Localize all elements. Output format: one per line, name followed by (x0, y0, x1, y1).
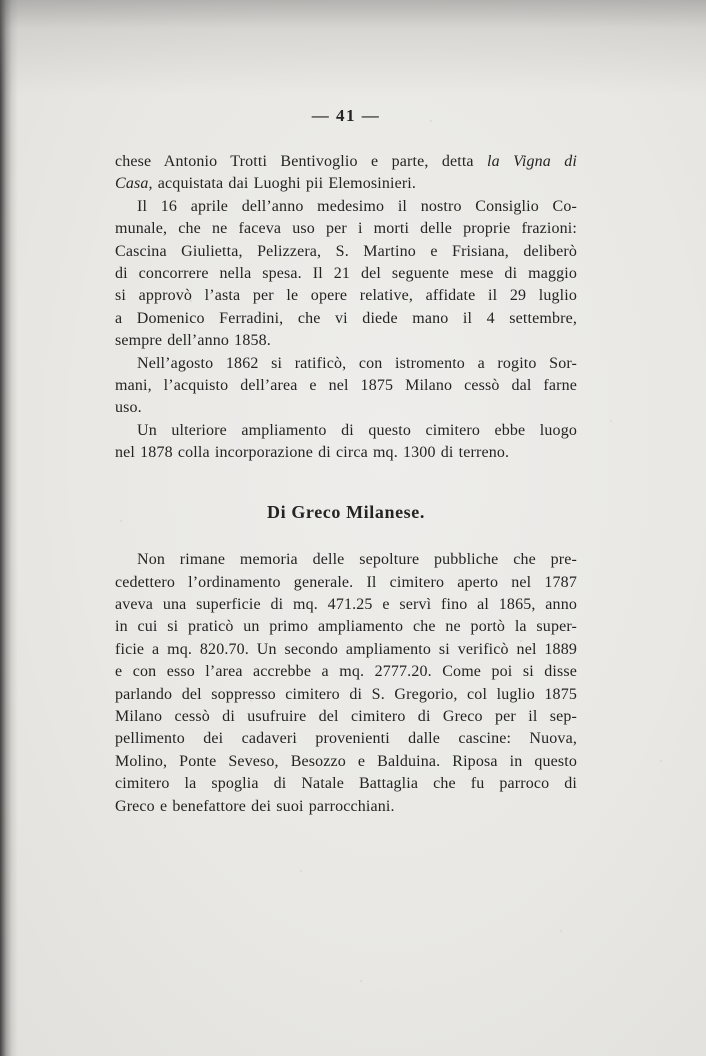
text-body (115, 151, 577, 818)
text-line (115, 308, 577, 330)
text-line (115, 330, 577, 352)
text-line (115, 572, 577, 594)
text-line (115, 420, 577, 442)
text-line (115, 796, 577, 818)
text-run: Un ulteriore ampliamento di questo cimitero ebbe luogo (137, 421, 577, 439)
text-run: Milano cessò di usufruire del cimitero di Greco per il sep- (115, 707, 577, 725)
text-run: cedettero l’ordinamento generale. Il cimitero aperto nel 1787 (115, 573, 577, 591)
text-run: nel 1878 colla incorporazione di circa mq. 1300 di terreno. (115, 444, 510, 462)
text-run: Il 16 aprile dell’anno medesimo il nostro Consiglio Co- (137, 197, 577, 215)
text-run: parlando del soppresso cimitero di S. Gregorio, col luglio 1875 (115, 685, 577, 703)
text-line (115, 263, 577, 285)
text-run: Molino, Ponte Seveso, Besozzo e Balduina. Riposa in questo (115, 752, 577, 770)
text-line (115, 397, 577, 419)
text-run: si approvò l’asta per le opere relative, affidate il 29 luglio (115, 287, 577, 305)
text-run: Greco e benefattore dei suoi parrocchiani. (115, 797, 395, 815)
text-line (115, 773, 577, 795)
italic-run: Casa, (115, 175, 153, 193)
text-run: di concorrere nella spesa. Il 21 del seguente mese di maggio (115, 265, 577, 283)
text-line (115, 661, 577, 683)
text-run: a Domenico Ferradini, che vi diede mano il 4 settembre, (115, 309, 577, 327)
text-line (115, 639, 577, 661)
text-run: chese Antonio Trotti Bentivoglio e parte, detta (115, 153, 488, 170)
text-run: uso. (115, 399, 142, 417)
text-line (115, 241, 577, 263)
text-run: Non rimane memoria delle sepolture pubbliche che pre- (137, 551, 577, 569)
text-line (115, 728, 577, 750)
text-run: ficie a mq. 820.70. Un secondo ampliamento si verificò nel 1889 (115, 640, 577, 658)
text-run: mani, l’acquisto dell’area e nel 1875 Milano cessò dal farne (115, 377, 577, 395)
text-line (115, 173, 577, 195)
text-line (115, 151, 577, 173)
text-run: munale, che ne faceva uso per i morti delle proprie frazioni: (115, 220, 577, 238)
text-run: in cui si praticò un primo ampliamento che ne portò la super- (115, 618, 577, 636)
text-run: acquistata dai Luoghi pii Elemosinieri. (152, 175, 417, 193)
text-line (115, 616, 577, 638)
text-run: Cascina Giulietta, Pelizzera, S. Martino e Frisiana, deliberò (115, 242, 577, 260)
text-run: Nell’agosto 1862 si ratificò, con istromento a rogito Sor- (137, 354, 577, 372)
paper-noise (0, 0, 2, 2)
text-line (115, 285, 577, 307)
text-line (115, 594, 577, 616)
text-line (115, 442, 577, 464)
page-number: — 41 — (311, 106, 381, 125)
section-heading: Di Greco Milanese. (267, 501, 425, 522)
text-run: e con esso l’area accrebbe a mq. 2777.20. Come poi si disse (115, 663, 577, 681)
text-line (115, 375, 577, 397)
text-line (115, 218, 577, 240)
gutter-shadow (0, 0, 18, 1056)
italic-run: la Vigna di (487, 153, 578, 170)
text-run: cimitero la spoglia di Natale Battaglia che fu parroco di (115, 775, 577, 793)
text-line (115, 751, 577, 773)
text-line (115, 549, 577, 571)
text-line (115, 353, 577, 375)
text-run: pellimento dei cadaveri provenienti dalle cascine: Nuova, (115, 730, 577, 748)
text-run: sempre dell’anno 1858. (115, 332, 271, 350)
text-line (115, 196, 577, 218)
text-line (115, 684, 577, 706)
text-line (115, 706, 577, 728)
text-run: aveva una superficie di mq. 471.25 e servì fino al 1865, anno (115, 595, 577, 613)
